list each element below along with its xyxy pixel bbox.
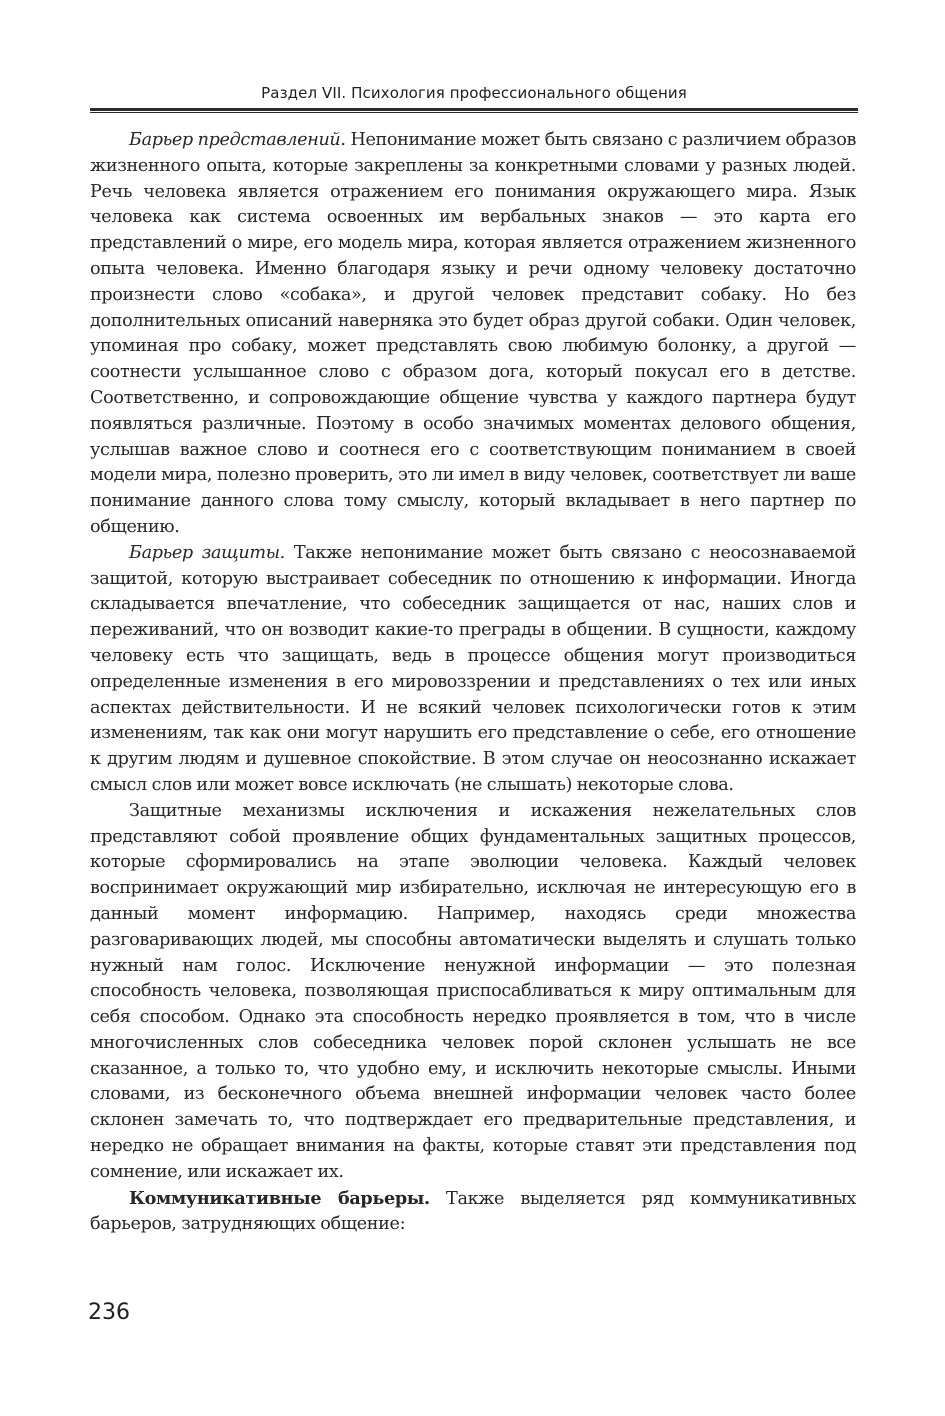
paragraph-text: Защитные механизмы исключения и искажения нежелательных слов представляют собой проявление общих фундаментальных защитных процессов, которые сформировались на этапе эволюции человека. Каждый человек воспринимает окружающий мир избирательно, исключая не интересующую его в данный момент информацию. Например, находясь среди множества разговаривающих людей, мы способны автоматически выделять и слушать только нужный нам голос. Исключение ненужной информации — это полезная способность человека, позволяющая приспосабливаться к миру оптимальным для себя способом. Однако эта способность нередко проявляется в том, что в числе многочисленных слов собеседника человек порой склонен услышать не все сказанное, а только то, что удобно ему, и исключить некоторые смыслы. Иными словами, из бесконечного объема внешней информации человек часто более склонен замечать то, что подтверждает его предварительные представления, и нередко не обращает внимания на факты, которые ставят эти представления под сомнение, или искажает их. bbox=[90, 800, 856, 1182]
paragraph-lead-term: Барьер представлений. bbox=[129, 130, 346, 150]
running-header: Раздел VII. Психология профессионального общения bbox=[261, 84, 687, 102]
paragraph-text: Также непонимание может быть связано с неосознаваемой защитой, которую выстраивает собеседник по отношению к информации. Иногда складывается впечатление, что собеседник защищается от нас, наших слов и переживаний, что он возводит какие-то преграды в общении. В сущности, каждому человеку есть что защищать, ведь в процессе общения могут производиться определенные изменения в его мировоззрении и представлениях о тех или иных аспектах действительности. И не всякий человек психологически готов к этим изменениям, так как они могут нарушить его представление о себе, его отношение к другим людям и душевное спокойствие. В этом случае он неосознанно искажает смысл слов или может вовсе исключать (не слышать) некоторые слова. bbox=[90, 542, 856, 795]
paragraph-text: Непонимание может быть связано с различием образов жизненного опыта, которые закреплены за конкретными словами у разных людей. Речь человека является отражением его понимания окружающего мира. Язык человека как система освоенных им вербальных знаков — это карта его представлений о мире, его модель мира, которая является отражением жизненного опыта человека. Именно благодаря языку и речи одному человеку достаточно произнести слово «собака», и другой человек представит собаку. Но без дополнительных описаний наверняка это будет образ другой собаки. Один человек, упоминая про собаку, может представлять свою любимую болонку, а другой — соотнести услышанное слово с образом дога, который покусал его в детстве. Соответственно, и сопровождающие общение чувства у каждого партнера будут появляться различные. Поэтому в особо значимых моментах делового общения, услышав важное слово и соотнеся его с соответствующим пониманием в своей модели мира, полезно проверить, это ли имел в виду человек, соответствует ли ваше понимание данного слова тому смыслу, который вкладывает в него партнер по общению. bbox=[90, 130, 856, 537]
paragraph-communicative-barriers bbox=[90, 1186, 856, 1239]
page-number: 236 bbox=[88, 1300, 130, 1325]
paragraph-defense-mechanisms bbox=[90, 799, 856, 1186]
paragraph-barrier-of-representations bbox=[90, 128, 856, 541]
header-rule bbox=[90, 108, 858, 113]
paragraph-barrier-of-defense bbox=[90, 541, 856, 799]
body-text bbox=[90, 128, 856, 1238]
paragraph-lead-term: Барьер защиты. bbox=[129, 542, 285, 563]
paragraph-lead-term: Коммуникативные барьеры. bbox=[129, 1187, 430, 1209]
paragraph-text: Также выделяется ряд коммуникативных барьеров, затрудняющих общение: bbox=[90, 1188, 856, 1235]
